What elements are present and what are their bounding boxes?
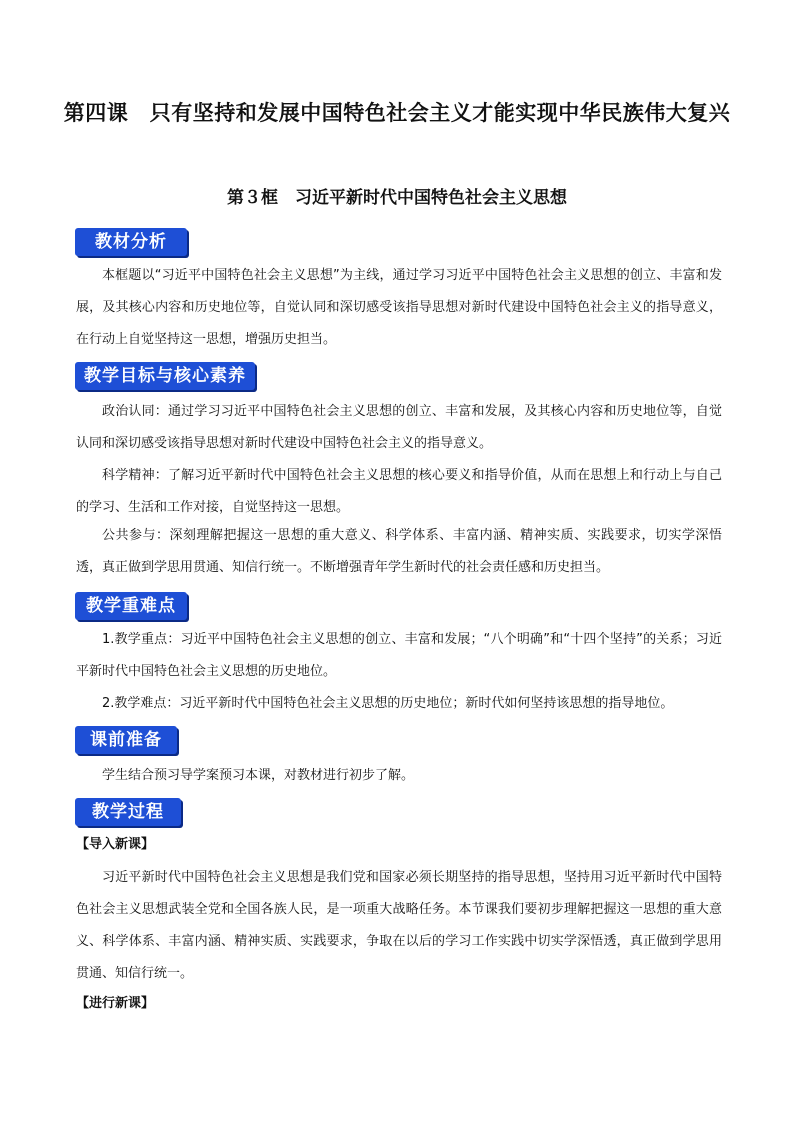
analysis-text: 本框题以“习近平中国特色社会主义思想”为主线，通过学习习近平中国特色社会主义思想的创立、丰富和发展，及其核心内容和历史地位等，自觉认同和深切感受该指导思想对新时代建设中国特色社会主义的指导意义，在行动上自觉坚持这一思想，增强历史担当。 [76, 268, 722, 347]
goal-public: 公共参与：深刻理解把握这一思想的重大意义、科学体系、丰富内涵、精神实质、实践要求，切实学深悟透，真正做到学思用贯通、知信行统一。不断增强青年学生新时代的社会责任感和历史担当。 [76, 528, 722, 575]
goal-science: 科学精神：了解习近平新时代中国特色社会主义思想的核心要义和指导价值，从而在思想上和行动上与自己的学习、生活和工作对接，自觉坚持这一思想。 [76, 468, 722, 515]
section-badge-process: 教学过程 [75, 798, 181, 826]
goal-political: 政治认同：通过学习习近平中国特色社会主义思想的创立、丰富和发展，及其核心内容和历史地位等，自觉认同和深切感受该指导思想对新时代建设中国特色社会主义的指导意义。 [76, 404, 722, 451]
section-badge-analysis: 教材分析 [75, 228, 187, 256]
section-badge-prep: 课前准备 [75, 726, 177, 754]
keypoint-difficulty: 2.教学难点：习近平新时代中国特色社会主义思想的历史地位；新时代如何坚持该思想的指导地位。 [102, 696, 674, 711]
intro-text: 习近平新时代中国特色社会主义思想是我们党和国家必须长期坚持的指导思想，坚持用习近平新时代中国特色社会主义思想武装全党和全国各族人民，是一项重大战略任务。本节课我们要初步理解把握这一思想的重大意义、科学体系、丰富内涵、精神实质、实践要求，争取在以后的学习工作实践中切实学深悟透，真正做到学思用贯通、知信行统一。 [76, 870, 722, 981]
section-badge-keypoints: 教学重难点 [75, 592, 187, 620]
page-subtitle: 第３框 习近平新时代中国特色社会主义思想 [227, 188, 567, 208]
new-lesson-heading: 【进行新课】 [76, 996, 155, 1011]
intro-heading: 【导入新课】 [76, 837, 155, 852]
keypoint-focus: 1.教学重点：习近平中国特色社会主义思想的创立、丰富和发展；“八个明确”和“十四个坚持”的关系；习近平新时代中国特色社会主义思想的历史地位。 [76, 632, 722, 679]
section-badge-goals: 教学目标与核心素养 [75, 362, 255, 390]
prep-text: 学生结合预习导学案预习本课，对教材进行初步了解。 [102, 768, 415, 783]
page-title: 第四课 只有坚持和发展中国特色社会主义才能实现中华民族伟大复兴 [63, 100, 731, 125]
